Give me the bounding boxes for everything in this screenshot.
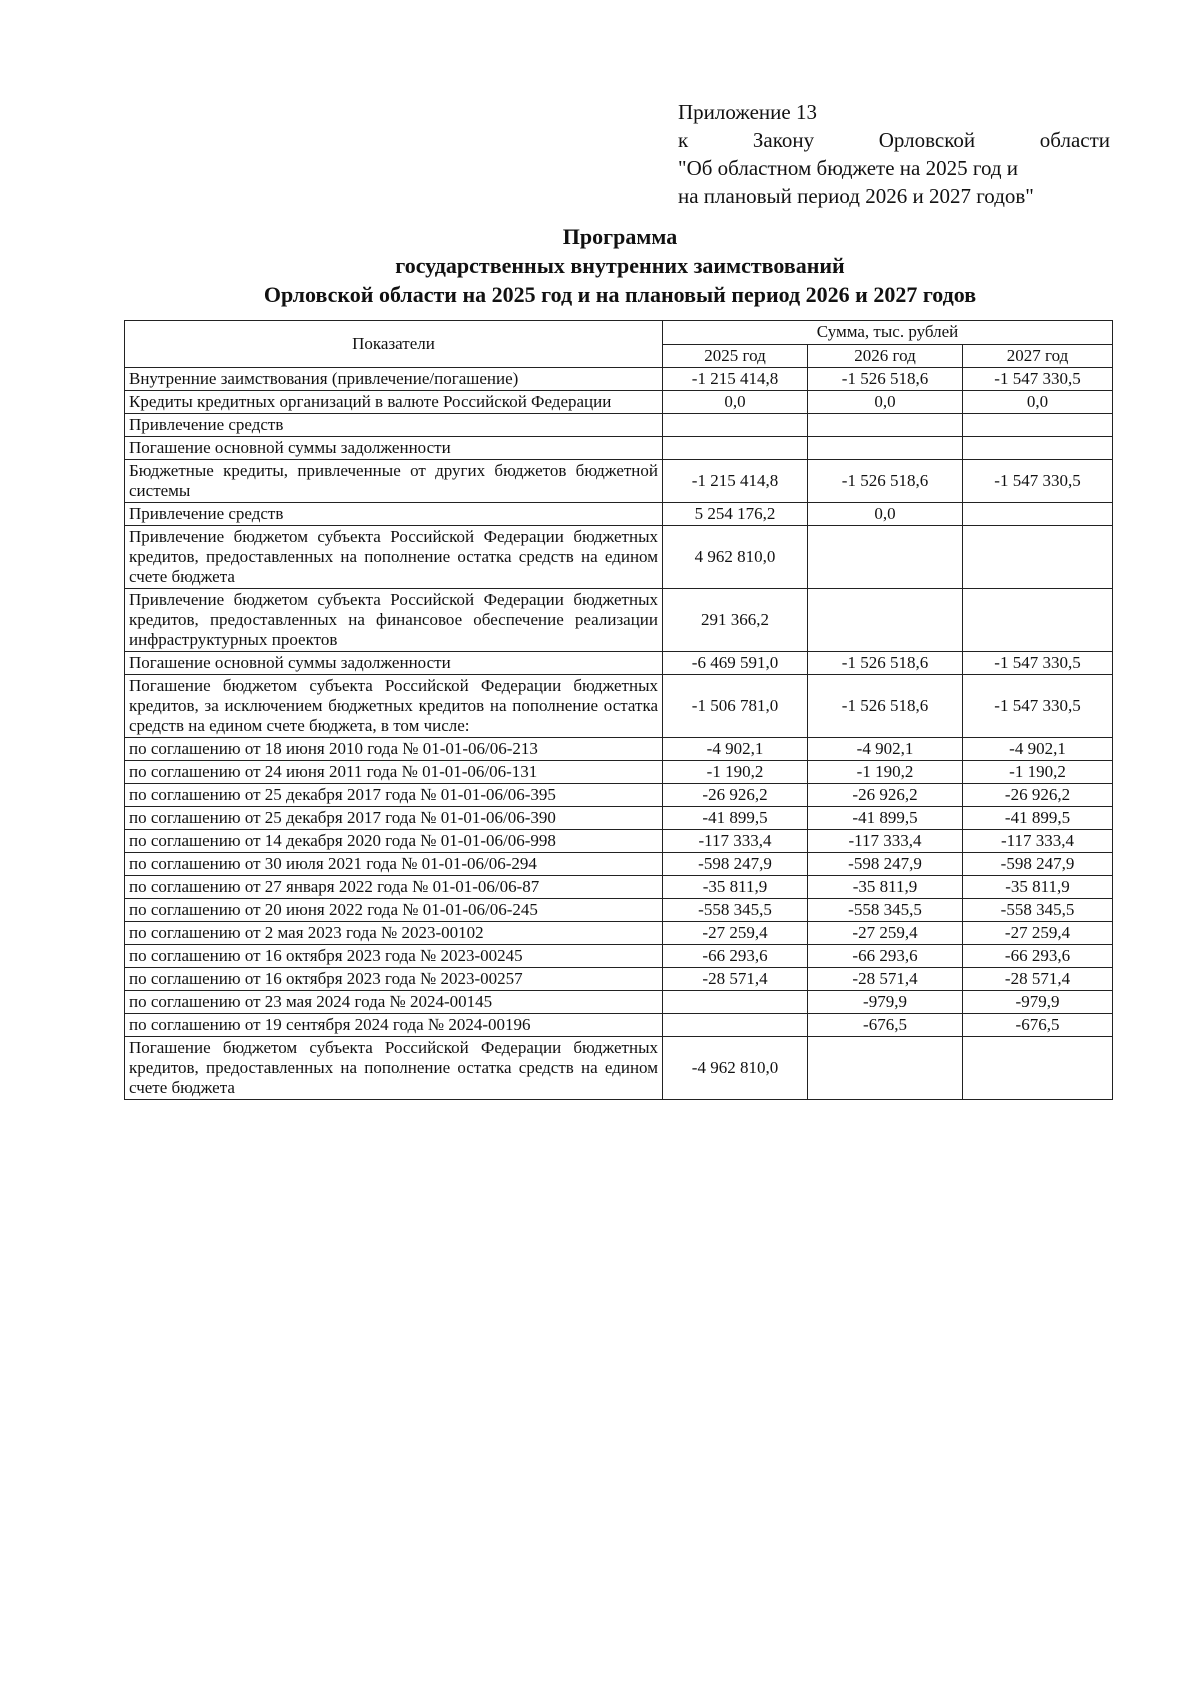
table-row <box>125 738 1113 761</box>
row-value-2025: -1 215 414,8 <box>663 460 808 503</box>
row-value-2027 <box>963 503 1113 526</box>
appendix-word: Орловской <box>878 128 976 152</box>
table-row <box>125 503 1113 526</box>
table-row <box>125 1014 1113 1037</box>
appendix-block <box>678 98 1110 210</box>
row-label: Кредиты кредитных организаций в валюте Российской Федерации <box>125 391 663 414</box>
row-value-2026: -676,5 <box>808 1014 963 1037</box>
appendix-word: Закону <box>752 128 815 152</box>
row-value-2025: -4 902,1 <box>663 738 808 761</box>
row-label: по соглашению от 30 июля 2021 года № 01-01-06/06-294 <box>125 853 663 876</box>
row-value-2025: 4 962 810,0 <box>663 526 808 589</box>
title-line-1: Программа <box>562 224 678 249</box>
row-value-2027: -26 926,2 <box>963 784 1113 807</box>
row-value-2025: -28 571,4 <box>663 968 808 991</box>
row-value-2025 <box>663 414 808 437</box>
row-label: по соглашению от 18 июня 2010 года № 01-01-06/06-213 <box>125 738 663 761</box>
row-value-2025: 5 254 176,2 <box>663 503 808 526</box>
table-row <box>125 414 1113 437</box>
row-label: по соглашению от 25 декабря 2017 года № 01-01-06/06-390 <box>125 807 663 830</box>
header-year-2026: 2026 год <box>808 344 963 368</box>
document-title <box>120 222 1120 309</box>
row-label: Внутренние заимствования (привлечение/погашение) <box>125 368 663 391</box>
row-label: по соглашению от 16 октября 2023 года № 2023-00257 <box>125 968 663 991</box>
header-sum: Сумма, тыс. рублей <box>663 321 1113 345</box>
row-value-2026 <box>808 589 963 652</box>
row-value-2026: -35 811,9 <box>808 876 963 899</box>
row-value-2026 <box>808 1037 963 1100</box>
table-row <box>125 853 1113 876</box>
row-label: Погашение основной суммы задолженности <box>125 652 663 675</box>
row-value-2027: -35 811,9 <box>963 876 1113 899</box>
row-value-2025: -1 215 414,8 <box>663 368 808 391</box>
row-value-2027: -1 547 330,5 <box>963 652 1113 675</box>
row-value-2025: -66 293,6 <box>663 945 808 968</box>
appendix-word: области <box>1039 128 1110 152</box>
row-value-2026: -979,9 <box>808 991 963 1014</box>
row-value-2027: -117 333,4 <box>963 830 1113 853</box>
table-row <box>125 391 1113 414</box>
row-label: Бюджетные кредиты, привлеченные от других бюджетов бюджетной системы <box>125 460 663 503</box>
row-value-2027: -598 247,9 <box>963 853 1113 876</box>
table-body <box>125 368 1113 1100</box>
row-value-2025: 0,0 <box>663 391 808 414</box>
table-row <box>125 899 1113 922</box>
row-label: по соглашению от 27 января 2022 года № 01-01-06/06-87 <box>125 876 663 899</box>
row-value-2026: -598 247,9 <box>808 853 963 876</box>
row-value-2026: -26 926,2 <box>808 784 963 807</box>
row-value-2026: 0,0 <box>808 391 963 414</box>
title-line-3: Орловской области на 2025 год и на плановый период 2026 и 2027 годов <box>263 282 977 307</box>
appendix-line-1: Приложение 13 <box>678 100 817 124</box>
table-row <box>125 675 1113 738</box>
row-value-2026: -1 526 518,6 <box>808 368 963 391</box>
table-row <box>125 1037 1113 1100</box>
row-label: Привлечение средств <box>125 503 663 526</box>
appendix-line-3: "Об областном бюджете на 2025 год и <box>678 156 1019 180</box>
row-value-2026: -1 526 518,6 <box>808 652 963 675</box>
row-value-2025: -1 506 781,0 <box>663 675 808 738</box>
row-value-2025: -117 333,4 <box>663 830 808 853</box>
header-year-2027: 2027 год <box>963 344 1113 368</box>
row-value-2026: -558 345,5 <box>808 899 963 922</box>
row-value-2026: -28 571,4 <box>808 968 963 991</box>
table-row <box>125 945 1113 968</box>
table-row <box>125 761 1113 784</box>
appendix-line-2 <box>678 126 1110 154</box>
table-row <box>125 922 1113 945</box>
table-row <box>125 968 1113 991</box>
row-value-2026: -27 259,4 <box>808 922 963 945</box>
header-year-2025: 2025 год <box>663 344 808 368</box>
row-value-2027 <box>963 526 1113 589</box>
row-value-2027: -41 899,5 <box>963 807 1113 830</box>
row-value-2027: 0,0 <box>963 391 1113 414</box>
row-value-2025 <box>663 1014 808 1037</box>
row-value-2027: -1 190,2 <box>963 761 1113 784</box>
row-value-2025: -598 247,9 <box>663 853 808 876</box>
row-value-2025: -26 926,2 <box>663 784 808 807</box>
row-value-2027 <box>963 414 1113 437</box>
row-value-2027: -1 547 330,5 <box>963 460 1113 503</box>
title-line-2: государственных внутренних заимствований <box>395 253 845 278</box>
row-label: Привлечение бюджетом субъекта Российской Федерации бюджетных кредитов, предоставленных на пополнение остатка средств на едином счете бюджета <box>125 526 663 589</box>
row-label: Погашение основной суммы задолженности <box>125 437 663 460</box>
row-value-2027: -1 547 330,5 <box>963 368 1113 391</box>
row-value-2026 <box>808 437 963 460</box>
row-value-2026: -1 526 518,6 <box>808 675 963 738</box>
appendix-line-4: на плановый период 2026 и 2027 годов" <box>678 184 1034 208</box>
row-value-2027: -28 571,4 <box>963 968 1113 991</box>
row-value-2026 <box>808 526 963 589</box>
row-value-2025 <box>663 437 808 460</box>
row-value-2025: 291 366,2 <box>663 589 808 652</box>
row-value-2026 <box>808 414 963 437</box>
row-value-2027: -1 547 330,5 <box>963 675 1113 738</box>
row-value-2025: -41 899,5 <box>663 807 808 830</box>
row-value-2027: -27 259,4 <box>963 922 1113 945</box>
row-label: по соглашению от 23 мая 2024 года № 2024-00145 <box>125 991 663 1014</box>
row-label: по соглашению от 20 июня 2022 года № 01-01-06/06-245 <box>125 899 663 922</box>
row-value-2026: -4 902,1 <box>808 738 963 761</box>
table-row <box>125 830 1113 853</box>
table-row <box>125 991 1113 1014</box>
row-value-2027 <box>963 437 1113 460</box>
borrowings-table <box>124 320 1113 1100</box>
row-value-2026: -41 899,5 <box>808 807 963 830</box>
table-row <box>125 460 1113 503</box>
row-value-2027: -558 345,5 <box>963 899 1113 922</box>
row-value-2027 <box>963 1037 1113 1100</box>
row-label: Привлечение средств <box>125 414 663 437</box>
row-value-2025: -558 345,5 <box>663 899 808 922</box>
row-value-2027: -676,5 <box>963 1014 1113 1037</box>
table-row <box>125 526 1113 589</box>
row-label: по соглашению от 25 декабря 2017 года № 01-01-06/06-395 <box>125 784 663 807</box>
header-indicator: Показатели <box>125 321 663 368</box>
row-value-2026: -1 190,2 <box>808 761 963 784</box>
row-value-2027: -4 902,1 <box>963 738 1113 761</box>
row-value-2027: -979,9 <box>963 991 1113 1014</box>
row-value-2027 <box>963 589 1113 652</box>
table-row <box>125 589 1113 652</box>
row-label: Погашение бюджетом субъекта Российской Федерации бюджетных кредитов, за исключением бюджетных кредитов на пополнение остатка средств на едином счете бюджета, в том числе: <box>125 675 663 738</box>
row-value-2026: 0,0 <box>808 503 963 526</box>
row-value-2025: -1 190,2 <box>663 761 808 784</box>
table-row <box>125 437 1113 460</box>
table-row <box>125 368 1113 391</box>
row-value-2026: -117 333,4 <box>808 830 963 853</box>
row-label: Погашение бюджетом субъекта Российской Федерации бюджетных кредитов, предоставленных на пополнение остатка средств на едином счете бюджета <box>125 1037 663 1100</box>
row-label: по соглашению от 2 мая 2023 года № 2023-00102 <box>125 922 663 945</box>
row-label: по соглашению от 19 сентября 2024 года № 2024-00196 <box>125 1014 663 1037</box>
row-value-2025: -4 962 810,0 <box>663 1037 808 1100</box>
row-value-2025 <box>663 991 808 1014</box>
appendix-word: к <box>678 128 689 152</box>
row-value-2025: -27 259,4 <box>663 922 808 945</box>
table-row <box>125 784 1113 807</box>
row-value-2027: -66 293,6 <box>963 945 1113 968</box>
row-value-2026: -66 293,6 <box>808 945 963 968</box>
row-label: по соглашению от 16 октября 2023 года № 2023-00245 <box>125 945 663 968</box>
row-value-2025: -35 811,9 <box>663 876 808 899</box>
table-row <box>125 876 1113 899</box>
row-label: Привлечение бюджетом субъекта Российской Федерации бюджетных кредитов, предоставленных на финансовое обеспечение реализации инфраструктурных проектов <box>125 589 663 652</box>
table-row <box>125 652 1113 675</box>
row-value-2025: -6 469 591,0 <box>663 652 808 675</box>
row-value-2026: -1 526 518,6 <box>808 460 963 503</box>
row-label: по соглашению от 24 июня 2011 года № 01-01-06/06-131 <box>125 761 663 784</box>
table-row <box>125 807 1113 830</box>
row-label: по соглашению от 14 декабря 2020 года № 01-01-06/06-998 <box>125 830 663 853</box>
